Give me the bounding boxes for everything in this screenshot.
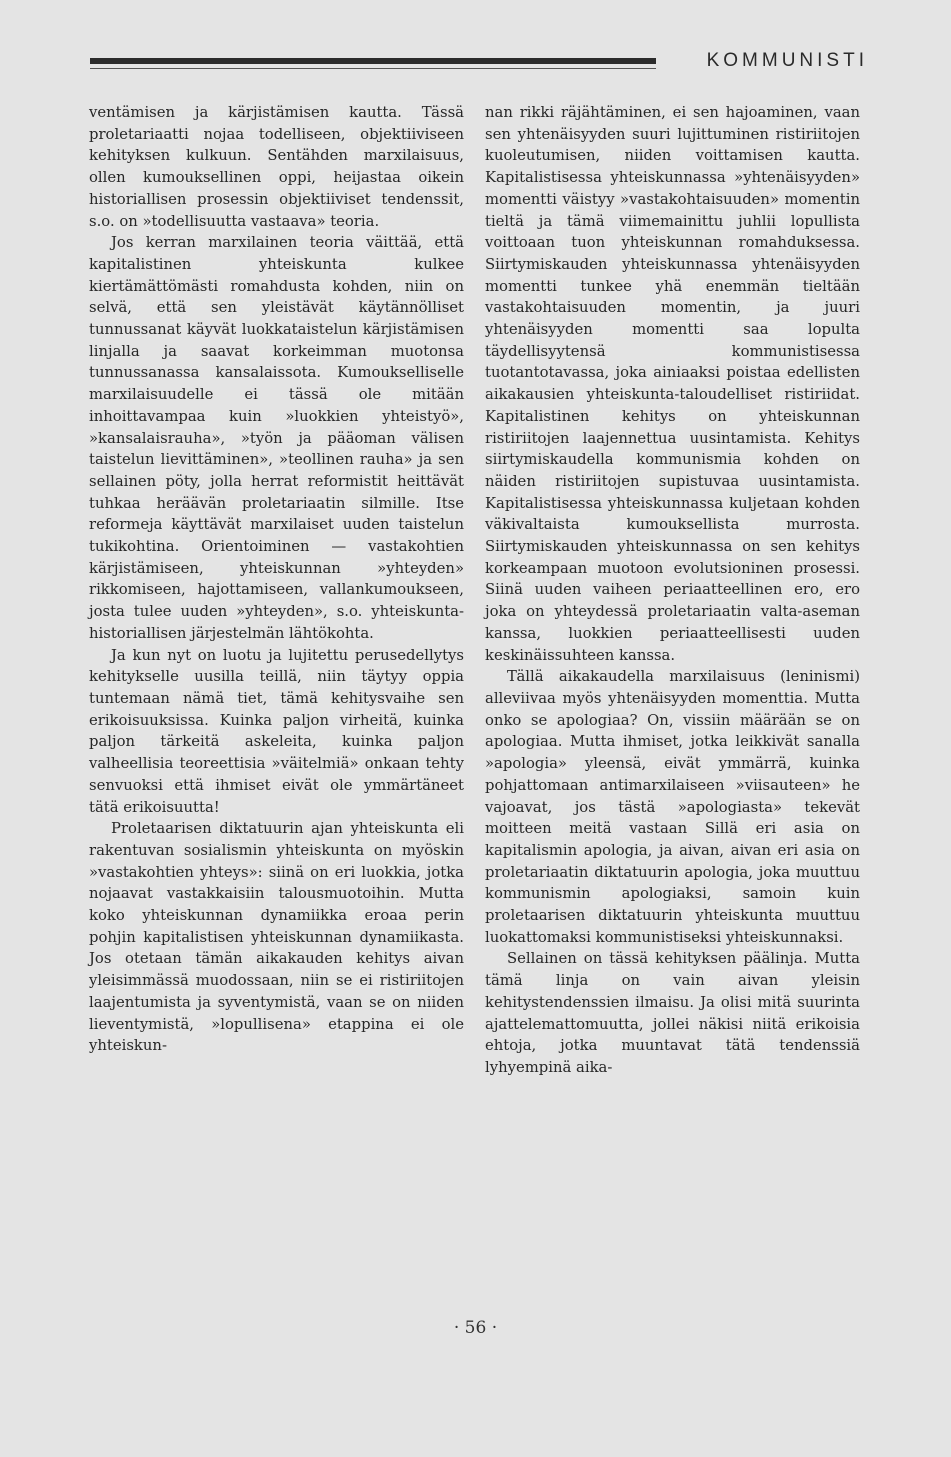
paragraph: nan rikki räjähtäminen, ei sen hajoaminen, vaan sen yhtenäisyyden suuri lujittuminen ristiriitojen kuoleutumisen, niiden voittamisen kautta. Kapitalistisessa yhteiskunnassa »yhtenäisyyden» momentti väistyy »vastakohtaisuuden» momentin tieltä ja tämä viimemainittu juhlii lopullista voittoaan tuon yhteiskunnan romahduksessa. Siirtymiskauden yhteiskunnassa yhtenäisyyden momentti tunkee yhä enemmän tieltään vastakohtaisuuden momentin, ja juuri yhtenäisyyden momentti saa lopulta täydellisyytensä kommunistisessa tuotantotavassa, joka ainiaaksi poistaa edellisten aikakausien yhteiskunta-taloudelliset ristiriidat. Kapitalistinen kehitys on yhteiskunnan ristiriitojen laajennettua uusintamista. Kehitys siirtymiskaudella kommunismia kohden on näiden ristiriitojen supistuvaa uusintamista. Kapitalistisessa yhteiskunnassa kuljetaan kohden väkivaltaista kumouksellista murrosta. Siirtymiskauden yhteiskunnassa on sen kehitys korkeampaan muotoon evolutsioninen prosessi. Siinä uuden vaiheen periaatteellinen ero, ero joka on yhteydessä proletariaatin valta-aseman kanssa, luokkien periaatteellisesti uuden keskinäissuhteen kanssa. — [485, 104, 860, 664]
header-rule-thin — [90, 68, 656, 69]
left-column — [89, 102, 464, 1057]
running-head: KOMMUNISTI — [706, 50, 868, 71]
paragraph: Jos kerran marxilainen teoria väittää, että kapitalistinen yhteiskunta kulkee kiertämättömästi romahdusta kohden, niin on selvä, että sen yleistävät käytännölliset tunnussanat käyvät luokkataistelun kärjistämisen linjalla ja saavat korkeimman muotonsa tunnussanassa kansalaissota. Kumoukselliselle marxilaisuudelle ei tässä ole mitään inhoittavampaa kuin »luokkien yhteistyö», »kansalaisrauha», »työn ja pääoman välisen taistelun lievittäminen», »teollinen rauha» ja sen sellainen pöty, jolla herrat reformistit heittävät tuhkaa heräävän proletariaatin silmille. Itse reformeja käyttävät marxilaiset uuden taistelun tukikohtina. Orientoiminen — vastakohtien kärjistämiseen, yhteiskunnan »yhteyden» rikkomiseen, hajottamiseen, vallankumoukseen, josta tulee uuden »yhteyden», s.o. yhteiskunta-historiallisen järjestelmän lähtökohta. — [89, 234, 464, 642]
paragraph: Proletaarisen diktatuurin ajan yhteiskunta eli rakentuvan sosialismin yhteiskunta on myöskin »vastakohtien yhteys»: siinä on eri luokkia, jotka nojaavat vastakkaisiin talousmuotoihin. Mutta koko yhteiskunnan dynamiikka eroaa perin pohjin kapitalistisen yhteiskunnan dynamiikasta. Jos otetaan tämän aikakauden kehitys aivan yleisimmässä muodossaan, niin se ei ristiriitojen laajentumista ja syventymistä, vaan se on niiden lieventymistä, »lopullisena» etappina ei ole yhteiskun- — [89, 820, 464, 1055]
paragraph: Sellainen on tässä kehityksen päälinja. Mutta tämä linja on vain aivan yleisin kehitystendenssien ilmaisu. Ja olisi mitä suurinta ajattelemattomuutta, jollei näkisi niitä erikoisia ehtoja, jotka muuntavat tätä tendenssiä lyhyempinä aika- — [485, 950, 860, 1076]
paragraph: Tällä aikakaudella marxilaisuus (leninismi) alleviivaa myös yhtenäisyyden momenttia. Mutta onko se apologiaa? On, vissiin määrään se on apologiaa. Mutta ihmiset, jotka leikkivät sanalla »apologia» yleensä, eivät ymmärrä, kuinka pohjattomaan antimarxilaiseen »viisauteen» he vajoavat, jos tästä »apologiasta» tekevät moitteen meitä vastaan Sillä eri asia on kapitalismin apologia, ja aivan, aivan eri asia on proletariaatin diktatuurin apologia, joka muuttuu kommunismin apologiaksi, samoin kuin proletaarisen diktatuurin yhteiskunta muuttuu luokattomaksi kommunistiseksi yhteiskunnaksi. — [485, 668, 860, 946]
paragraph: ventämisen ja kärjistämisen kautta. Tässä proletariaatti nojaa todelliseen, objektiiviseen kehityksen kulkuun. Sentähden marxilaisuus, ollen kumouksellinen oppi, heijastaa oikein historiallisen prosessin objektiiviset tendenssit, s.o. on »todellisuutta vastaava» teoria. — [89, 104, 464, 230]
paragraph: Ja kun nyt on luotu ja lujitettu perusedellytys kehitykselle uusilla teillä, niin täytyy oppia tuntemaan nämä tiet, tämä kehitysvaihe sen erikoisuuksissa. Kuinka paljon virheitä, kuinka paljon tärkeitä askeleita, kuinka paljon valheellisia teoreettisia »väitelmiä» onkaan tehty senvuoksi että ihmiset eivät ole ymmärtäneet tätä erikoisuutta! — [89, 646, 464, 816]
page-number: · 56 · — [453, 1318, 498, 1338]
right-column — [485, 102, 860, 1079]
header-rule-thick — [90, 58, 656, 64]
page-header — [80, 48, 870, 78]
